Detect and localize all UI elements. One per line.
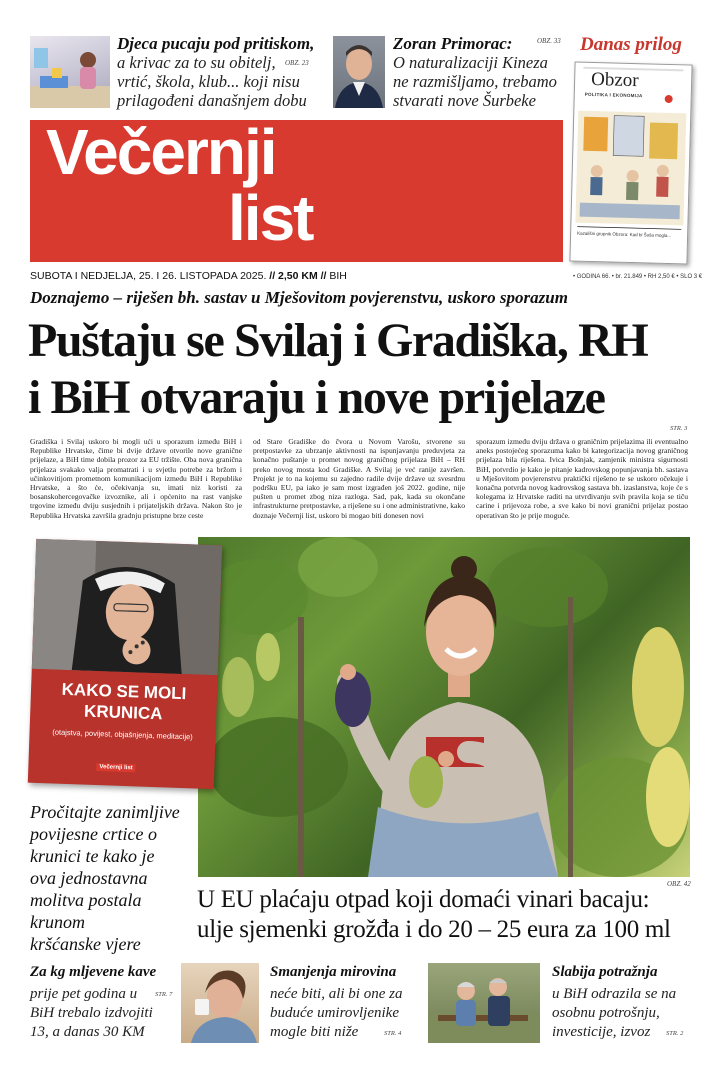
teaser-demand-ref: STR. 2 [666, 1030, 684, 1037]
woman-drinking-coffee-image [181, 963, 259, 1043]
rosary-blurb-line-2: povijesne crtice o [30, 824, 157, 844]
magazine-caption: Kazališni grupnik Obzora: Kad bi Šuša mogla... [577, 230, 672, 239]
teaser-coffee-line-2: BiH trebalo izdvojiti [30, 1005, 153, 1021]
woman-with-grapes-image [198, 537, 690, 877]
teaser-pension-ref: STR. 4 [384, 1030, 402, 1037]
grape-harvest-photo[interactable] [198, 537, 690, 877]
teaser-kids-photo[interactable] [30, 36, 110, 108]
supplement-label[interactable]: Danas prilog [580, 34, 682, 55]
obzor-magazine-cover[interactable] [569, 61, 692, 264]
teaser-pension-line-1: neće biti, ali bi one za [270, 986, 403, 1002]
teaser-demand-line-2: osobnu potrošnju, [552, 1005, 660, 1021]
rosary-blurb-line-3: krunici te kako je [30, 846, 155, 866]
rosary-brand: Večernji list [96, 763, 136, 772]
lead-kicker: Doznajemo – riješen bh. sastav u Mješovitom povjerenstvu, uskoro sporazum [30, 288, 568, 307]
teaser-kids-title[interactable]: Djeca pucaju pod pritiskom, [117, 34, 315, 53]
teaser-primorac-line-1: O naturalizaciji Kineza [393, 53, 548, 72]
teaser-pension-line-2: buduće umirovljenike [270, 1005, 399, 1021]
teaser-coffee-ref: STR. 7 [155, 991, 173, 998]
kids-drawing-image [30, 36, 110, 108]
teaser-primorac-line-3: stvarati nove Šurbeke [393, 91, 536, 110]
lead-body-col-1: Gradiška i Svilaj uskoro bi mogli ući u sporazum između BiH i Republike Hrvatske, čime bi dvije države otvorile nove granične prijelaze, a BiH time dobila prozor za EU tržište. Oba nova granična prijelaza svakako valja promatrati i u svjetlu potrebe za bržom i učinkovitijom prometnom komunikacijom između BiH i Republike Hrvatske, a što će, očekivanja su, imati niz koristi za bosanskohercegovačke izvoznike, ali i općenito na rast vanjske trgovine između dviju susjednih i prijateljskih država. Nakon što je Republika Hrvatska završila gradnju pristupne brze ceste [30, 437, 242, 520]
masthead-word-1: Večernji [46, 116, 276, 188]
lead-headline-line-2[interactable]: i BiH otvaraju i nove prijelaze [28, 371, 605, 424]
magazine-title: Obzor [590, 68, 639, 92]
teaser-coffee-title[interactable]: Za kg mljevene kave [30, 964, 157, 980]
nun-praying-image [32, 539, 222, 675]
magazine-tagline: POLITIKA I EKONOMIJA [584, 91, 643, 99]
rosary-subtitle: (otajstva, povijest, objašnjenja, meditacije) [52, 727, 193, 742]
teaser-pension-title[interactable]: Smanjenja mirovina [270, 964, 397, 980]
dateline [30, 270, 347, 282]
rosary-blurb-line-7: kršćanske vjere [30, 934, 141, 954]
issue-edition: BIH [329, 270, 347, 282]
lead-headline-line-1[interactable]: Puštaju se Svilaj i Gradiška, RH [28, 314, 648, 367]
teaser-pension-line-3: mogle biti niže [270, 1024, 359, 1040]
rosary-blurb-line-4: ova jednostavna [30, 868, 148, 888]
rosary-booklet-promo[interactable] [28, 539, 222, 789]
teaser-demand-title[interactable]: Slabija potražnja [552, 964, 658, 980]
teaser-primorac-line-2: ne razmišljamo, trebamo [393, 72, 557, 91]
teaser-demand-line-1: u BiH odrazila se na [552, 986, 677, 1002]
teaser-kids-line-2: vrtić, škola, klub... koji nisu [117, 72, 300, 91]
teaser-kids-line-1: a krivac za to su obitelj, [117, 53, 276, 72]
elderly-couple-image [428, 963, 540, 1043]
masthead[interactable] [30, 116, 563, 262]
teaser-kids-ref: OBZ. 23 [285, 59, 309, 67]
teaser-pension-photo[interactable] [428, 963, 540, 1043]
primorac-portrait-image [333, 36, 385, 108]
rosary-title-line-2: KRUNICA [83, 701, 163, 724]
rosary-blurb-line-6: krunom [30, 912, 85, 932]
wine-headline-line-1[interactable]: U EU plaćaju otpad koji domaći vinari bacaju: [197, 886, 650, 913]
issue-date: SUBOTA I NEDJELJA, 25. I 26. LISTOPADA 2025. [30, 270, 267, 282]
rosary-title-line-1: KAKO SE MOLI [61, 679, 187, 704]
teaser-primorac-title[interactable]: Zoran Primorac: [393, 34, 513, 53]
teaser-coffee-line-3: 13, a danas 30 KM [30, 1024, 145, 1040]
lead-ref: STR. 3 [670, 425, 688, 432]
lead-body-col-3: sporazum između dviju država o graničnim prijelazima ili eventualno aneks postojećeg sporazuma kako bi kategorizacija novog graničnog prijelaza bila riješena. Ivica Bošnjak, zamjenik ministra sigurnosti BiH, potvrdio je kako je pitanje kadrovskog popunjavanja bh. sastava u Mješovitom povjerenstvu praktički riješeno te se uskoro očekuje i konačna potvrda novog kadrovskog sastava bh. izaslanstva, koje će s kolegama iz Hrvatske raditi na utvrđivanju svih pravila koja se tiču carine i prijevoza robe, a sve kako bi novi granični prijelaz postao operativan što je prije moguće. [476, 437, 688, 520]
lead-body-col-2: od Stare Gradiške do čvora u Novom Varošu, stvorene su pretpostavke za ubrzanje aktivnosti na ispunjavanju preduvjeta za konačno puštanje u promet novog graničnog prijelaza BiH – RH preko novog mosta kod Gradiške. A Svilaj je već ranije završen. Projekt je to na kojemu su zajedno radile dvije države uz svesrdnu podršku EU, pa iako je sam most izgrađen još 2022. godine, nije pušten u promet zbog niza razloga. Sad, pak, kada su okončane infrastrukturne pretpostavke, a riješene su i one administrativne, kako doznaje Večernji list, uskoro bi mogao biti donesen novi [253, 437, 465, 520]
teaser-primorac-ref: OBZ. 33 [537, 37, 561, 45]
rosary-blurb-line-1: Pročitajte zanimljive [30, 802, 180, 822]
wine-headline-line-2[interactable]: ulje sjemenki grožđa i do 20 – 25 eura za 100 ml [197, 916, 671, 943]
rosary-blurb-line-5: molitva postala [30, 890, 142, 910]
wine-story-ref: OBZ. 42 [667, 880, 691, 888]
masthead-word-2: list [228, 182, 313, 254]
teaser-demand-line-3: investicije, izvoz [552, 1024, 651, 1040]
issue-meta: • GODINA 66. • br. 21.849 • RH 2,50 € • SLO 3 € [573, 274, 703, 280]
teaser-kids-line-3: prilagođeni današnjem dobu [117, 91, 307, 110]
teaser-coffee-photo[interactable] [181, 963, 259, 1043]
teaser-primorac-photo[interactable] [333, 36, 385, 108]
teaser-coffee-line-1: prije pet godina u [30, 986, 138, 1002]
issue-price: // 2,50 KM // [269, 270, 327, 282]
